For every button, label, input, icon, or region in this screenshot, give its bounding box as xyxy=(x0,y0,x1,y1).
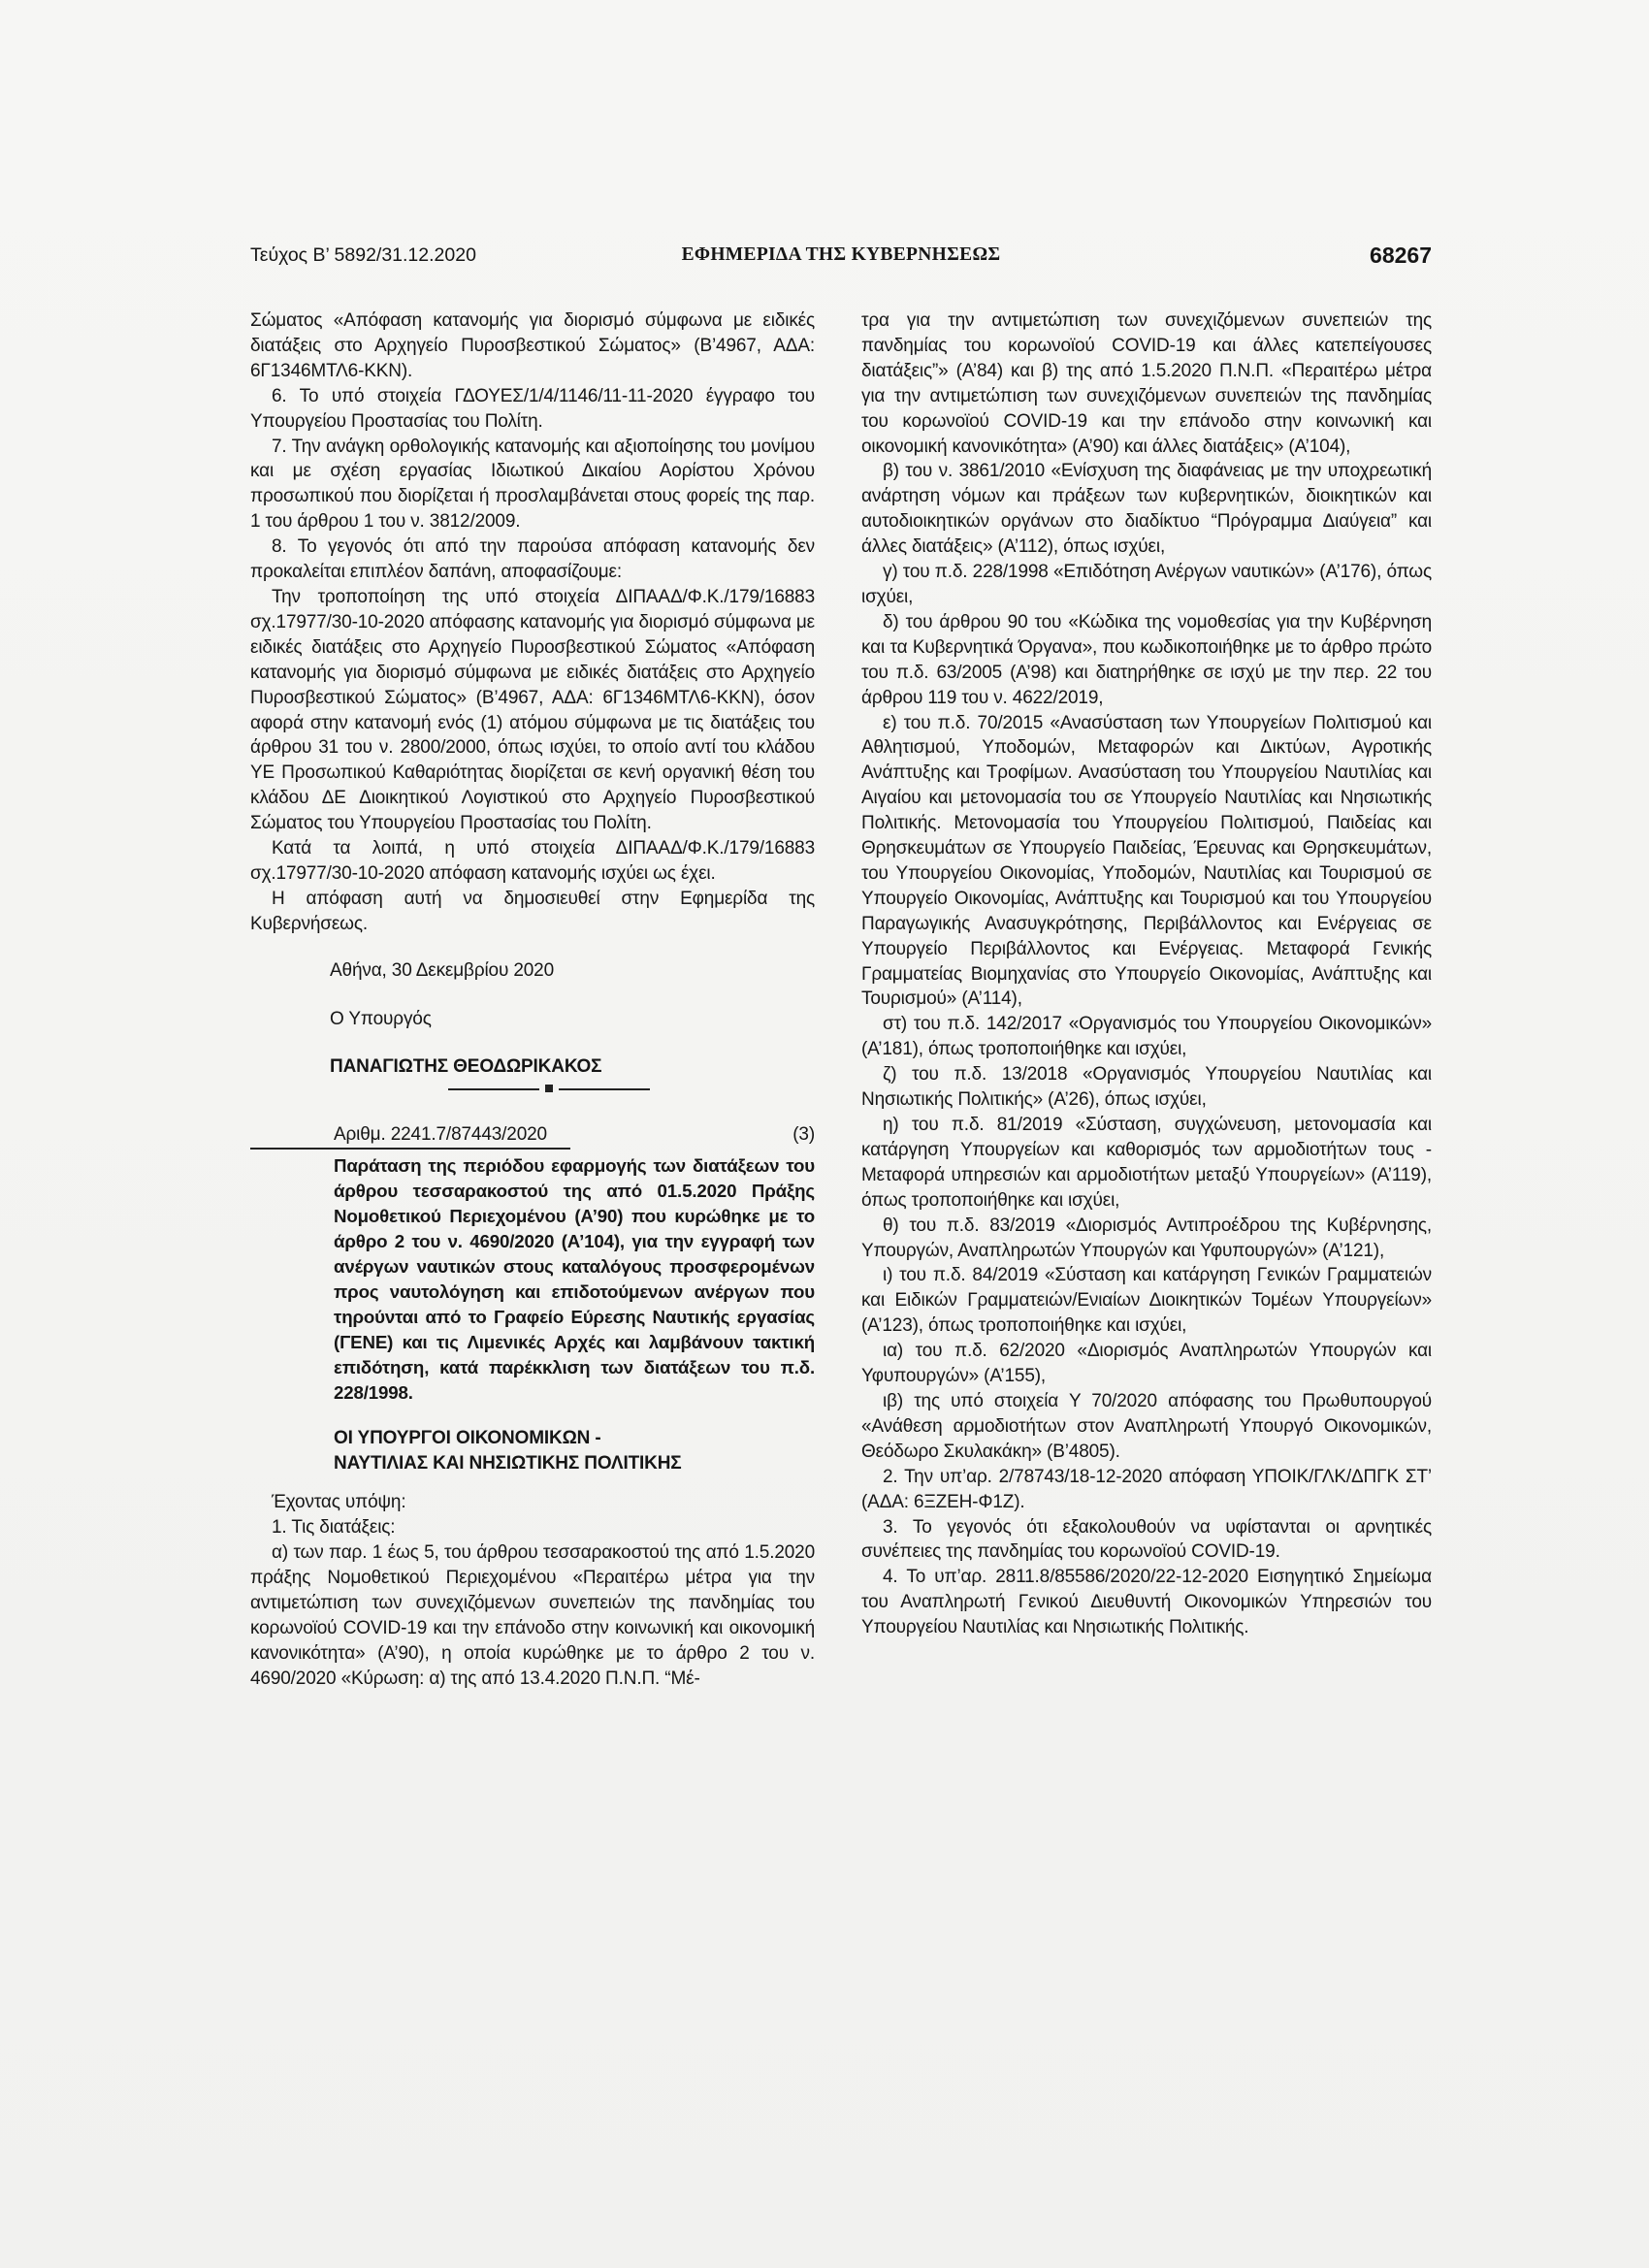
page-header xyxy=(250,244,1432,283)
paragraph: Την τροποποίηση της υπό στοιχεία ΔΙΠΑΑΔ/Φ.Κ./179/16883 σχ.17977/30-10-2020 απόφασης κατανομής για διορισμό σύμφωνα με ειδικές διατάξεις στο Αρχηγείο Πυροσβεστικού Σώματος «Απόφαση κατανομής για διορισμό σύμφωνα με ειδικές διατάξεις στο Αρχηγείο Πυροσβεστικού Σώματος» (Β’4967, ΑΔΑ: 6Γ1346ΜΤΛ6-ΚΚΝ), όσον αφορά στην κατανομή ενός (1) ατόμου σύμφωνα με τις διατάξεις του άρθρου 31 του ν. 2800/2000, όπως ισχύει, το οποίο αντί του κλάδου ΥΕ Προσωπικού Καθαριότητας διορίζεται σε κενή οργανική θέση του κλάδου ΔΕ Διοικητικού Λογιστικού στο Αρχηγείο Πυροσβεστικού Σώματος του Υπουργείου Προστασίας του Πολίτη. xyxy=(250,586,815,834)
signature-role: Ο Υπουργός xyxy=(330,1008,432,1029)
paragraph: ια) του π.δ. 62/2020 «Διορισμός Αναπληρωτών Υπουργών και Υφυπουργών» (Α’155), xyxy=(861,1341,1432,1387)
paragraph: β) του ν. 3861/2010 «Ενίσχυση της διαφάνειας με την υποχρεωτική ανάρτηση νόμων και πράξεων των κυβερνητικών, διοικητικών και αυτοδιοικητικών οργάνων στο διαδίκτυο “Πρόγραμμα Διαύγεια” και άλλες διατάξεις» (Α’112), όπως ισχύει, xyxy=(861,461,1432,558)
right-column xyxy=(861,308,1432,1640)
paragraph: τρα για την αντιμετώπιση των συνεχιζόμενων συνεπειών της πανδημίας του κορωνοϊού COVID-19 και άλλες κατεπείγουσες διατάξεις”» (Α’84) και β) της από 1.5.2020 Π.Ν.Π. «Περαιτέρω μέτρα για την αντιμετώπιση των συνεχιζόμενων συνεπειών της πανδημίας του κορωνοϊού COVID-19 και την επάνοδο στην κοινωνική και οικονομική κανονικότητα» (Α’90) και άλλες διατάξεις» (Α’104), xyxy=(861,310,1432,457)
paragraph: θ) του π.δ. 83/2019 «Διορισμός Αντιπροέδρου της Κυβέρνησης, Υπουργών, Αναπληρωτών Υπουργών και Υφυπουργών» (Α’121), xyxy=(861,1215,1432,1261)
paragraph: 2. Την υπ’αρ. 2/78743/18-12-2020 απόφαση ΥΠΟΙΚ/ΓΛΚ/ΔΠΓΚ ΣΤ’ (ΑΔΑ: 6ΞΖΕΗ-Φ1Ζ). xyxy=(861,1466,1432,1512)
paragraph: 3. Το γεγονός ότι εξακολουθούν να υφίστανται οι αρνητικές συνέπειες της πανδημίας του κορωνοϊού COVID-19. xyxy=(861,1516,1432,1563)
signature-date: Αθήνα, 30 Δεκεμβρίου 2020 xyxy=(330,959,555,981)
paragraph: Σώματος «Απόφαση κατανομής για διορισμό σύμφωνα με ειδικές διατάξεις στο Αρχηγείο Πυροσβεστικού Σώματος» (Β’4967, ΑΔΑ: 6Γ1346ΜΤΛ6-ΚΚΝ). xyxy=(250,310,815,381)
paragraph: 1. Τις διατάξεις: xyxy=(272,1517,396,1539)
paragraph: η) του π.δ. 81/2019 «Σύσταση, συγχώνευση, μετονομασία και κατάργηση Υπουργείων και καθορισμός των αρμοδιοτήτων τους - Μεταφορά υπηρεσιών και αρμοδιοτήτων μεταξύ Υπουργείων» (Α’119), όπως τροποποιήθηκε και ισχύει, xyxy=(861,1115,1432,1211)
paragraph: 4. Το υπ’αρ. 2811.8/85586/2020/22-12-2020 Εισηγητικό Σημείωμα του Αναπληρωτή Γενικού Διευθυντή Οικονομικών Υπηρεσιών του Υπουργείου Ναυτιλίας και Νησιωτικής Πολιτικής. xyxy=(861,1567,1432,1638)
paragraph: ε) του π.δ. 70/2015 «Ανασύσταση των Υπουργείων Πολιτισμού και Αθλητισμού, Υποδομών, Μεταφορών και Δικτύων, Αγροτικής Ανάπτυξης και Τροφίμων. Ανασύσταση του Υπουργείου Ναυτιλίας και Αιγαίου και μετονομασία του σε Υπουργείο Ναυτιλίας και Νησιωτικής Πολιτικής. Μετονομασία του Υπουργείου Πολιτισμού, Παιδείας και Θρησκευμάτων σε Υπουργείο Παιδείας, Έρευνας και Θρησκευμάτων, του Υπουργείου Οικονομίας, Υποδομών, Ναυτιλίας και Τουρισμού σε Υπουργείο Οικονομίας, Ανάπτυξης και Τουρισμού και του Υπουργείου Παραγωγικής Ανασυγκρότησης, Περιβάλλοντος και Ενέργειας σε Υπουργείο Περιβάλλοντος και Ενέργειας. Μεταφορά Γενικής Γραμματείας Βιομηχανίας στο Υπουργείο Οικονομίας, Ανάπτυξης και Τουρισμού» (Α’114), xyxy=(861,712,1432,1010)
paragraph: γ) του π.δ. 228/1998 «Επιδότηση Ανέργων ναυτικών» (Α’176), όπως ισχύει, xyxy=(861,562,1432,607)
decision-title: Παράταση της περιόδου εφαρμογής των διατάξεων του άρθρου τεσσαρακοστού της από 01.5.2020 Πράξης Νομοθετικού Περιεχομένου (Α’90) που κυρώθηκε με το άρθρο 2 του ν. 4690/2020 (Α’104), για την εγγραφή των ανέργων ναυτικών στους καταλόγους προσφερομένων προς ναυτολόγηση και επιδοτούμενων ανέργων που τηρούνται από το Γραφείο Εύρεσης Ναυτικής εργασίας (ΓΕΝΕ) και τις Λιμενικές Αρχές και λαμβάνουν τακτική επιδότηση, κατά παρέκκλιση των διατάξεων του π.δ. 228/1998. xyxy=(334,1155,815,1403)
paragraph: Η απόφαση αυτή να δημοσιευθεί στην Εφημερίδα της Κυβερνήσεως. xyxy=(250,888,815,934)
decision-number: Αριθμ. 2241.7/87443/2020 xyxy=(334,1124,547,1146)
page-number: 68267 xyxy=(1370,243,1432,268)
paragraph: ι) του π.δ. 84/2019 «Σύσταση και κατάργηση Γενικών Γραμματειών και Ειδικών Γραμματειών/Ενιαίων Διοικητικών Τομέων Υπουργείων» (Α’123), όπως τροποποιήθηκε και ισχύει, xyxy=(861,1265,1432,1337)
signature-name: ΠΑΝΑΓΙΩΤΗΣ ΘΕΟΔΩΡΙΚΑΚΟΣ xyxy=(330,1056,602,1078)
paragraph: α) των παρ. 1 έως 5, του άρθρου τεσσαρακοστού της από 1.5.2020 πράξης Νομοθετικού Περιεχομένου «Περαιτέρω μέτρα για την αντιμετώπιση των συνεχιζόμενων συνεπειών της πανδημίας του κορωνοϊού COVID-19 και την επάνοδο στην κοινωνική και οικονομική κανονικότητα» (Α’90), η οποία κυρώθηκε με το άρθρο 2 του ν. 4690/2020 «Κύρωση: α) της από 13.4.2020 Π.Ν.Π. “Μέ- xyxy=(250,1542,815,1689)
ministers-heading xyxy=(250,1426,815,1476)
paragraph: ιβ) της υπό στοιχεία Υ 70/2020 απόφασης του Πρωθυπουργού «Ανάθεση αρμοδιοτήτων στον Αναπληρωτή Υπουργό Οικονομικών, Θεόδωρο Σκυλακάκη» (Β’4805). xyxy=(861,1390,1432,1462)
issue-label: Τεύχος Β’ 5892/31.12.2020 xyxy=(250,244,476,266)
decision-order: (3) xyxy=(792,1124,815,1146)
gazette-title: ΕΦΗΜΕΡΙΔΑ ΤΗΣ ΚΥΒΕΡΝΗΣΕΩΣ xyxy=(681,244,1001,265)
paragraph: Έχοντας υπόψη: xyxy=(272,1492,406,1513)
ministers-line: ΝΑΥΤΙΛΙΑΣ ΚΑΙ ΝΗΣΙΩΤΙΚΗΣ ΠΟΛΙΤΙΚΗΣ xyxy=(334,1453,682,1474)
paragraph: δ) του άρθρου 90 του «Κώδικα της νομοθεσίας για την Κυβέρνηση και τα Κυβερνητικά Όργανα», που κωδικοποιήθηκε με το άρθρο πρώτο του π.δ. 63/2005 (Α’98) και διατηρήθηκε σε ισχύ με την περ. 22 του άρθρου 119 του ν. 4622/2019, xyxy=(861,611,1432,708)
decision-number-row xyxy=(250,1122,815,1150)
paragraph: 6. Το υπό στοιχεία ΓΔΟΥΕΣ/1/4/1146/11-11-2020 έγγραφο του Υπουργείου Προστασίας του Πολίτη. xyxy=(250,385,815,432)
paragraph: 7. Την ανάγκη ορθολογικής κατανομής και αξιοποίησης του μονίμου και με σχέση εργασίας Ιδιωτικού Δικαίου Αορίστου Χρόνου προσωπικού που διορίζεται ή προσλαμβάνεται στους φορείς της παρ. 1 του άρθρου 1 του ν. 3812/2009. xyxy=(250,436,815,533)
paragraph: ζ) του π.δ. 13/2018 «Οργανισμός Υπουργείου Ναυτιλίας και Νησιωτικής Πολιτικής» (Α’26), όπως ισχύει, xyxy=(861,1064,1432,1111)
signature-block xyxy=(250,958,815,1081)
section-divider xyxy=(448,1082,650,1095)
paragraph: στ) του π.δ. 142/2017 «Οργανισμός του Υπουργείου Οικονομικών» (Α’181), όπως τροποποιήθηκε και ισχύει, xyxy=(861,1014,1432,1060)
paragraph: 8. Το γεγονός ότι από την παρούσα απόφαση κατανομής δεν προκαλείται επιπλέον δαπάνη, αποφασίζουμε: xyxy=(250,536,815,583)
left-column xyxy=(250,308,815,1692)
paragraph: Κατά τα λοιπά, η υπό στοιχεία ΔΙΠΑΑΔ/Φ.Κ./179/16883 σχ.17977/30-10-2020 απόφαση κατανομής ισχύει ως έχει. xyxy=(250,838,815,884)
ministers-line: ΟΙ ΥΠΟΥΡΓΟΙ ΟΙΚΟΝΟΜΙΚΩΝ - xyxy=(334,1428,601,1449)
